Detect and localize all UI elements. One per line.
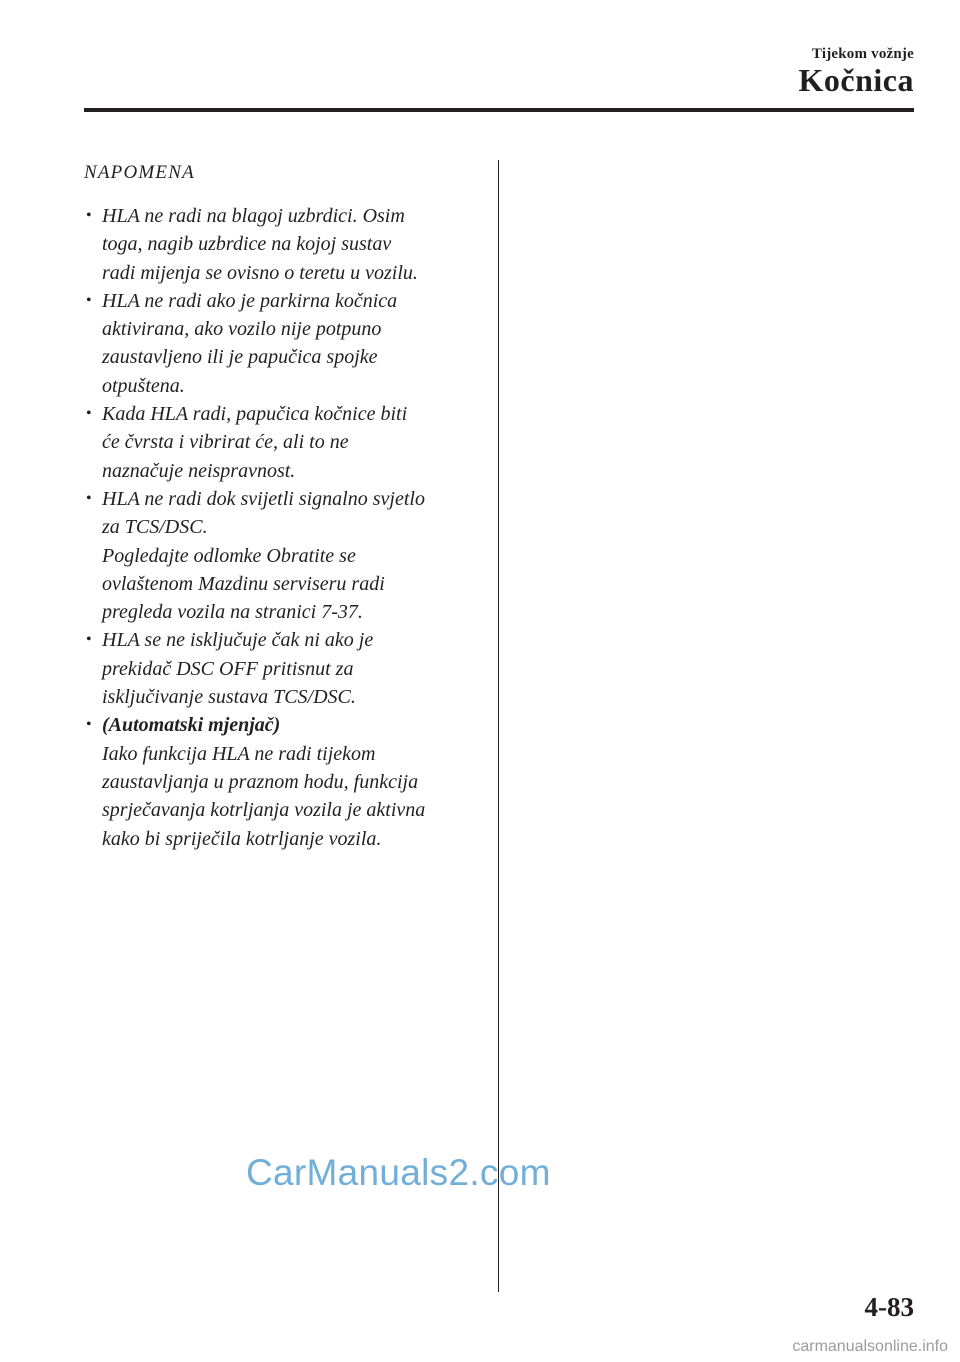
list-item: [84, 711, 484, 852]
bullet-icon: •: [86, 631, 92, 649]
watermark: CarManuals2.com: [246, 1152, 551, 1193]
bullet-icon: •: [86, 489, 92, 507]
page-title: Kočnica: [798, 62, 914, 98]
bullet-icon: •: [86, 207, 92, 224]
section-label: Tijekom vožnje: [811, 46, 914, 62]
note-list: [84, 202, 484, 853]
list-item: [84, 400, 484, 485]
note-item-text: Kada HLA radi, papučica kočnice biti će čvrsta i vibrirat će, ali to ne naznačuje neispravnost.: [102, 403, 408, 482]
bullet-icon: •: [86, 291, 92, 309]
note-item-text: HLA ne radi dok svijetli signalno svjetlo za TCS/DSC. Pogledajte odlomke Obratite se ovlaštenom Mazdinu serviseru radi pregleda vozila na stranici 7-37.: [102, 487, 425, 624]
list-item: [84, 485, 484, 626]
bullet-icon: •: [86, 405, 92, 423]
note-item-text: HLA ne radi na blagoj uzbrdici. Osim toga, nagib uzbrdice na kojoj sustav radi mijenja se ovisno o teretu u vozilu.: [102, 205, 418, 284]
column-divider: [498, 160, 499, 1292]
page-number: 4-83: [864, 1292, 914, 1322]
list-item: [84, 626, 484, 711]
note-item-text: Iako funkcija HLA ne radi tijekom zaustavljanja u praznom hodu, funkcija sprječavanja kotrljanja vozila je aktivna kako bi spriječila kotrljanje vozila.: [102, 742, 426, 850]
footer-site: carmanualsonline.info: [792, 1338, 948, 1355]
note-block: [84, 160, 484, 853]
note-heading: NAPOMENA: [84, 162, 195, 183]
header-divider: [84, 108, 914, 112]
note-item-text: HLA se ne isključuje čak ni ako je prekidač DSC OFF pritisnut za isključivanje sustava TCS/DSC.: [102, 629, 374, 709]
list-item: [84, 202, 484, 287]
note-item-title: (Automatski mjenjač): [102, 714, 281, 737]
list-item: [84, 287, 484, 400]
note-item-text: HLA ne radi ako je parkirna kočnica aktivirana, ako vozilo nije potpuno zaustavljeno ili je papučica spojke otpuštena.: [102, 289, 398, 397]
bullet-icon: •: [86, 716, 92, 734]
